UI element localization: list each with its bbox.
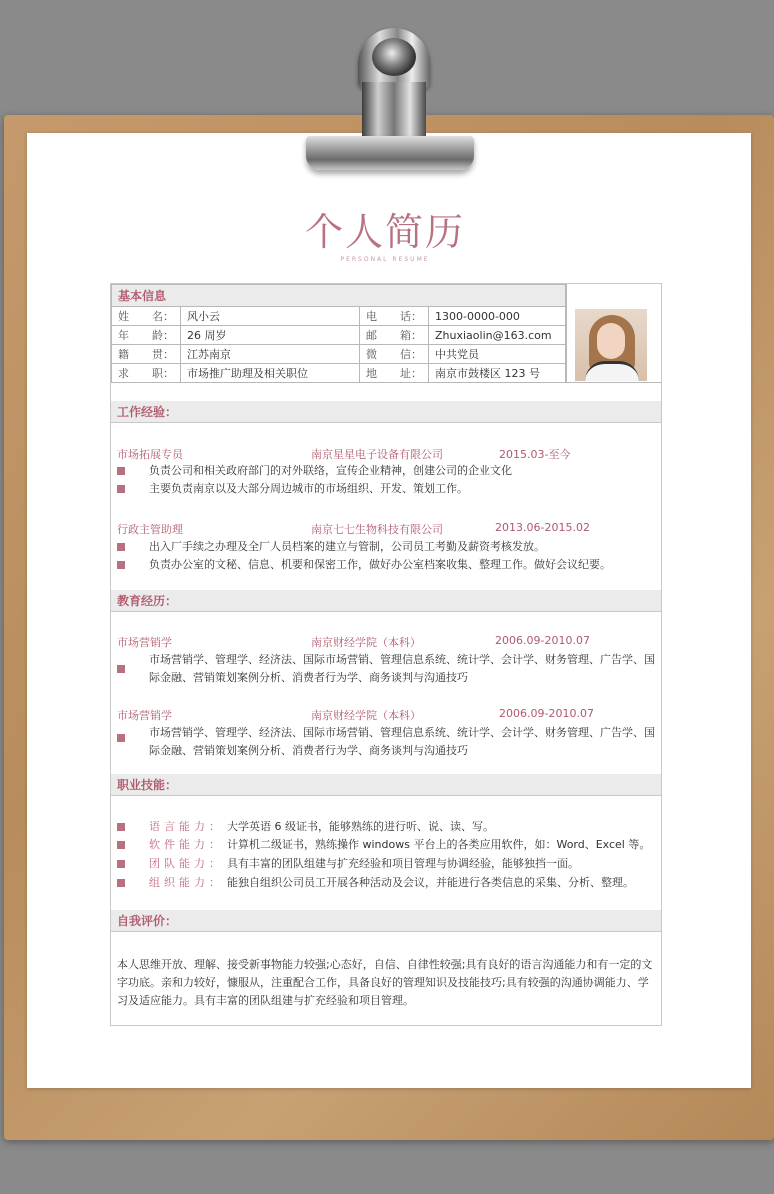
list-item: 市场营销学、管理学、经济法、国际市场营销、管理信息系统、统计学、会计学、财务管理、广告学、国际金融、营销策划案例分析、消费者行为学、商务谈判与沟通技巧 <box>117 724 657 760</box>
avatar <box>575 309 647 381</box>
basic-info-table <box>111 284 566 383</box>
title-main: 个人简历 <box>304 210 465 254</box>
photo-cell <box>566 284 661 383</box>
resume-body: 基本信息 姓 名： 风小云 电 话： 1300-0000-000 年 龄： 26 周岁 邮 箱： Zhuxiaolin@163.com 籍 贯： 江苏南京 微 信： 中共党员 求 职： 市场推广助理及相关职位 地 址： 南京市鼓楼区 123 号 工作经验： 市场拓展专员 南京星星电子设备有限公司 2015.03-至今 负责公司和相关政府部门的对外联络，宣传企业精神，创建公司的企业文化 主要负责南京以及大部分周边城市的市场组织、开发、策划工作。 行政主管助理 南京七七生物科技有限公司 2013.06-2015.02 出入厂手续之办理及全厂人员档案的建立与管制，公司员工考勤及薪资考核发放。 负责办公室的文秘、信息、机要和保密工作，做好办公室档案收集、整理工作。做好会议纪要。 教育经历： 市场营销学 南京财经学院（本科） 2006.09-2010.07 市场营销学、管理学、经济法、国际市场营销、管理信息系统、统计学、会计学、财务管理、广告学、国际金融、营销策划案例分析、消费者行为学、商务谈判与沟通技巧 市场营销学 南京财经学院（本科） 2006.09-2010.07 市场营销学、管理学、经济法、国际市场营销、管理信息系统、统计学、会计学、财务管理、广告学、国际金融、营销策划案例分析、消费者行为学、商务谈判与沟通技巧 职业技能： 语言能力： 大学英语 6 级证书，能够熟练的进行听、说、读、写。 软件能力： 计算机二级证书，熟练操作 windows 平台上的各类应用软件，如：Word、Excel 等。 团队能力： 具有丰富的团队组建与扩充经验和项目管理与协调经验，能够独挡一面。 组织能力： 能独自组织公司员工开展各种活动及会议，并能进行各类信息的采集、分析、整理。 自我评价： 本人思维开放、理解、接受新事物能力较强;心态好，自信、自律性较强;具有良好的语言沟通能力和有一定的文字功底。亲和力较好，慷服从，注重配合工作，具备良好的管理知识及技能技巧;具有较强的沟通协调能力、学习及适应能力。具有丰富的团队组建与扩充经验和项目管理。 <box>110 283 662 1026</box>
skills-heading: 职业技能： <box>111 774 661 796</box>
address-value: 南京市鼓楼区 123 号 <box>429 364 566 383</box>
table-row: 姓 名： 风小云 电 话： 1300-0000-000 <box>112 307 566 326</box>
work-org: 南京星星电子设备有限公司 <box>311 448 443 461</box>
age-value: 26 周岁 <box>181 326 360 345</box>
resume-title <box>300 210 470 270</box>
basic-info-heading: 基本信息 <box>112 285 566 307</box>
work-role: 市场拓展专员 <box>117 448 183 461</box>
job-target-value: 市场推广助理及相关职位 <box>181 364 360 383</box>
edu-date: 2006.09-2010.07 <box>499 707 594 720</box>
work-date: 2013.06-2015.02 <box>495 521 590 534</box>
edu-major: 市场营销学 <box>117 709 172 722</box>
self-eval-heading: 自我评价： <box>111 910 661 932</box>
name-value: 风小云 <box>181 307 360 326</box>
binder-clip-neck <box>362 82 426 144</box>
edu-school: 南京财经学院（本科） <box>311 709 421 722</box>
title-sub: PERSONAL RESUME <box>340 256 430 263</box>
binder-clip-hole <box>372 38 416 76</box>
work-date: 2015.03-至今 <box>499 448 571 461</box>
edu-major: 市场营销学 <box>117 636 172 649</box>
wechat-value: 中共党员 <box>429 345 566 364</box>
list-item: 市场营销学、管理学、经济法、国际市场营销、管理信息系统、统计学、会计学、财务管理、广告学、国际金融、营销策划案例分析、消费者行为学、商务谈判与沟通技巧 <box>117 651 657 687</box>
email-value: Zhuxiaolin@163.com <box>429 326 566 345</box>
work-heading: 工作经验： <box>111 401 661 423</box>
table-row: 年 龄： 26 周岁 邮 箱： Zhuxiaolin@163.com <box>112 326 566 345</box>
hometown-value: 江苏南京 <box>181 345 360 364</box>
edu-school: 南京财经学院（本科） <box>311 636 421 649</box>
work-org: 南京七七生物科技有限公司 <box>311 523 443 536</box>
table-row: 籍 贯： 江苏南京 微 信： 中共党员 <box>112 345 566 364</box>
edu-heading: 教育经历： <box>111 590 661 612</box>
phone-value: 1300-0000-000 <box>429 307 566 326</box>
table-row: 求 职： 市场推广助理及相关职位 地 址： 南京市鼓楼区 123 号 <box>112 364 566 383</box>
work-role: 行政主管助理 <box>117 523 183 536</box>
self-eval-text: 本人思维开放、理解、接受新事物能力较强;心态好，自信、自律性较强;具有良好的语言沟通能力和有一定的文字功底。亲和力较好，慷服从，注重配合工作，具备良好的管理知识及技能技巧;具有较强的沟通协调能力、学习及适应能力。具有丰富的团队组建与扩充经验和项目管理。 <box>117 958 653 1007</box>
edu-date: 2006.09-2010.07 <box>495 634 590 647</box>
binder-clip-base <box>306 136 474 170</box>
